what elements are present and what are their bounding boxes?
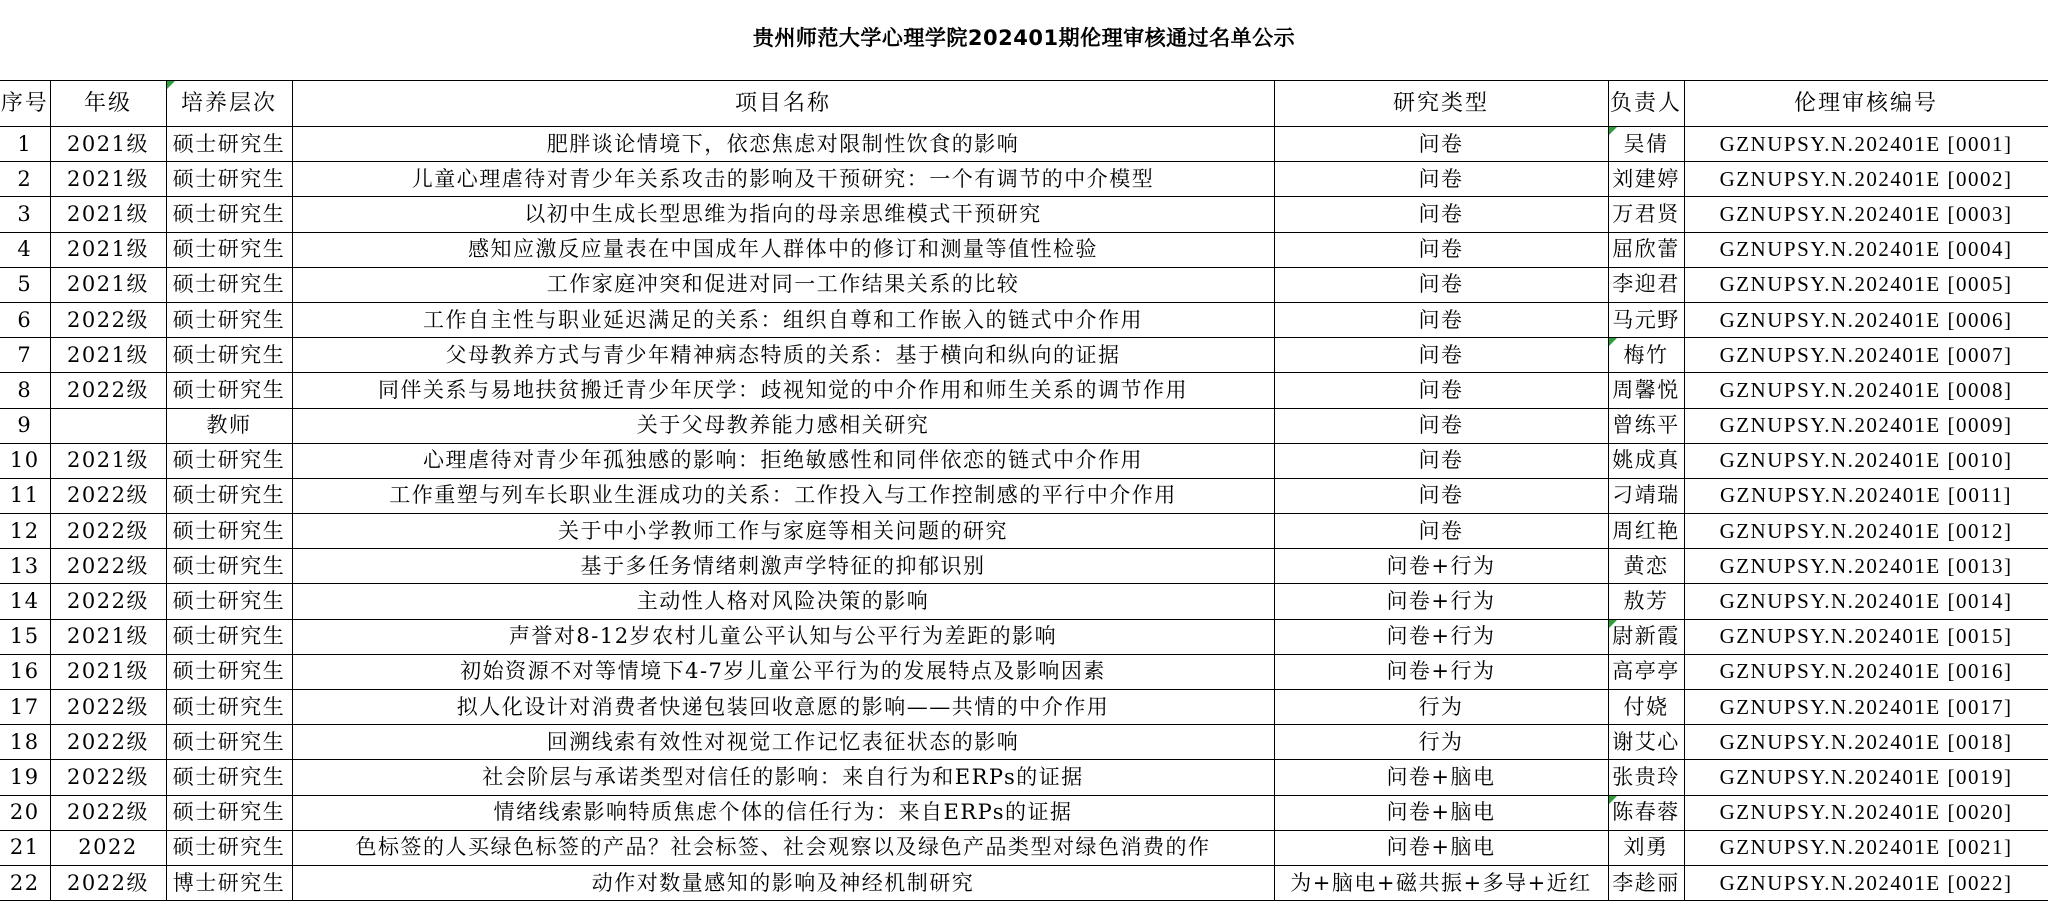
cell-type[interactable]: 问卷	[1274, 197, 1608, 232]
cell-level[interactable]: 硕士研究生	[166, 232, 292, 267]
cell-no[interactable]: 1	[0, 127, 50, 162]
cell-type[interactable]: 问卷+行为	[1274, 549, 1608, 584]
cell-grade[interactable]: 2022级	[50, 373, 166, 408]
comment-marker-icon[interactable]	[1609, 127, 1617, 135]
cell-code[interactable]: GZNUPSY.N.202401E [0011]	[1684, 478, 2048, 513]
cell-project[interactable]: 情绪线索影响特质焦虑个体的信任行为：来自ERPs的证据	[292, 795, 1274, 830]
cell-level[interactable]: 博士研究生	[166, 865, 292, 900]
cell-grade[interactable]: 2022级	[50, 549, 166, 584]
table-row[interactable]	[0, 654, 2048, 689]
cell-no[interactable]: 18	[0, 725, 50, 760]
cell-owner-text: 陈春蓉	[1612, 800, 1680, 825]
cell-type[interactable]: 为+脑电+磁共振+多导+近红	[1274, 865, 1608, 900]
cell-owner[interactable]: 付娆	[1608, 690, 1684, 725]
cell-type[interactable]: 问卷	[1274, 162, 1608, 197]
cell-code[interactable]: GZNUPSY.N.202401E [0005]	[1684, 267, 2048, 302]
header-row	[0, 81, 2048, 127]
cell-no[interactable]: 5	[0, 267, 50, 302]
cell-code[interactable]: GZNUPSY.N.202401E [0013]	[1684, 549, 2048, 584]
cell-owner[interactable]	[1608, 338, 1684, 373]
cell-no[interactable]: 9	[0, 408, 50, 443]
cell-level[interactable]: 硕士研究生	[166, 302, 292, 337]
cell-level[interactable]: 硕士研究生	[166, 549, 292, 584]
cell-owner[interactable]: 曾练平	[1608, 408, 1684, 443]
table-row[interactable]	[0, 162, 2048, 197]
table-row[interactable]	[0, 197, 2048, 232]
cell-owner-text: 尉新霞	[1612, 624, 1680, 649]
cell-grade[interactable]: 2021级	[50, 654, 166, 689]
table-row[interactable]	[0, 408, 2048, 443]
table-row[interactable]	[0, 443, 2048, 478]
cell-grade[interactable]: 2021级	[50, 162, 166, 197]
cell-type[interactable]: 问卷	[1274, 267, 1608, 302]
cell-owner[interactable]: 李趁丽	[1608, 865, 1684, 900]
cell-level[interactable]: 硕士研究生	[166, 514, 292, 549]
cell-no[interactable]: 10	[0, 443, 50, 478]
cell-owner[interactable]: 万君贤	[1608, 197, 1684, 232]
cell-no[interactable]: 3	[0, 197, 50, 232]
cell-grade[interactable]: 2021级	[50, 619, 166, 654]
cell-project[interactable]: 工作自主性与职业延迟满足的关系：组织自尊和工作嵌入的链式中介作用	[292, 302, 1274, 337]
cell-no[interactable]: 16	[0, 654, 50, 689]
cell-no[interactable]: 8	[0, 373, 50, 408]
cell-type[interactable]: 问卷+行为	[1274, 584, 1608, 619]
table-row[interactable]	[0, 830, 2048, 865]
cell-level[interactable]: 硕士研究生	[166, 760, 292, 795]
cell-no[interactable]: 4	[0, 232, 50, 267]
cell-grade[interactable]: 2021级	[50, 232, 166, 267]
cell-project[interactable]: 社会阶层与承诺类型对信任的影响：来自行为和ERPs的证据	[292, 760, 1274, 795]
cell-level[interactable]: 硕士研究生	[166, 373, 292, 408]
cell-grade[interactable]: 2022级	[50, 865, 166, 900]
table-row[interactable]	[0, 795, 2048, 830]
cell-project[interactable]: 动作对数量感知的影响及神经机制研究	[292, 865, 1274, 900]
cell-no[interactable]: 19	[0, 760, 50, 795]
cell-code[interactable]: GZNUPSY.N.202401E [0020]	[1684, 795, 2048, 830]
cell-code[interactable]: GZNUPSY.N.202401E [0017]	[1684, 690, 2048, 725]
cell-type[interactable]: 行为	[1274, 690, 1608, 725]
cell-project[interactable]: 初始资源不对等情境下4-7岁儿童公平行为的发展特点及影响因素	[292, 654, 1274, 689]
cell-code[interactable]: GZNUPSY.N.202401E [0022]	[1684, 865, 2048, 900]
cell-level[interactable]: 硕士研究生	[166, 338, 292, 373]
cell-project[interactable]: 感知应激反应量表在中国成年人群体中的修订和测量等值性检验	[292, 232, 1274, 267]
cell-type[interactable]: 问卷+行为	[1274, 619, 1608, 654]
cell-grade[interactable]: 2022	[50, 830, 166, 865]
header-cell-no[interactable]: 序号	[0, 81, 50, 127]
cell-owner[interactable]: 刘建婷	[1608, 162, 1684, 197]
cell-code[interactable]: GZNUPSY.N.202401E [0021]	[1684, 830, 2048, 865]
cell-level[interactable]: 硕士研究生	[166, 127, 292, 162]
cell-owner[interactable]: 刘勇	[1608, 830, 1684, 865]
cell-level[interactable]: 硕士研究生	[166, 619, 292, 654]
cell-type[interactable]: 行为	[1274, 725, 1608, 760]
cell-project[interactable]: 以初中生成长型思维为指向的母亲思维模式干预研究	[292, 197, 1274, 232]
cell-project[interactable]: 工作重塑与列车长职业生涯成功的关系：工作投入与工作控制感的平行中介作用	[292, 478, 1274, 513]
cell-code[interactable]: GZNUPSY.N.202401E [0009]	[1684, 408, 2048, 443]
cell-code[interactable]: GZNUPSY.N.202401E [0018]	[1684, 725, 2048, 760]
cell-project[interactable]: 肥胖谈论情境下，依恋焦虑对限制性饮食的影响	[292, 127, 1274, 162]
cell-grade[interactable]: 2021级	[50, 443, 166, 478]
cell-no[interactable]: 7	[0, 338, 50, 373]
table-row[interactable]	[0, 338, 2048, 373]
cell-owner[interactable]: 谢艾心	[1608, 725, 1684, 760]
table-row[interactable]	[0, 865, 2048, 900]
cell-type[interactable]: 问卷+行为	[1274, 654, 1608, 689]
cell-no[interactable]: 11	[0, 478, 50, 513]
cell-type[interactable]: 问卷	[1274, 373, 1608, 408]
cell-level[interactable]: 教师	[166, 408, 292, 443]
cell-project[interactable]: 声誉对8-12岁农村儿童公平认知与公平行为差距的影响	[292, 619, 1274, 654]
cell-project[interactable]: 心理虐待对青少年孤独感的影响：拒绝敏感性和同伴依恋的链式中介作用	[292, 443, 1274, 478]
cell-project[interactable]: 拟人化设计对消费者快递包装回收意愿的影响——共情的中介作用	[292, 690, 1274, 725]
cell-type[interactable]: 问卷	[1274, 514, 1608, 549]
cell-type[interactable]: 问卷	[1274, 232, 1608, 267]
comment-marker-icon[interactable]	[1609, 796, 1617, 804]
cell-type[interactable]: 问卷+脑电	[1274, 760, 1608, 795]
cell-code[interactable]: GZNUPSY.N.202401E [0014]	[1684, 584, 2048, 619]
cell-code[interactable]: GZNUPSY.N.202401E [0002]	[1684, 162, 2048, 197]
cell-code[interactable]: GZNUPSY.N.202401E [0015]	[1684, 619, 2048, 654]
cell-grade[interactable]: 2021级	[50, 267, 166, 302]
cell-grade[interactable]: 2022级	[50, 584, 166, 619]
header-cell-project[interactable]: 项目名称	[292, 81, 1274, 127]
cell-grade[interactable]: 2022级	[50, 795, 166, 830]
cell-owner[interactable]: 周馨悦	[1608, 373, 1684, 408]
cell-type[interactable]: 问卷	[1274, 478, 1608, 513]
cell-grade[interactable]	[50, 408, 166, 443]
comment-marker-icon[interactable]	[167, 81, 175, 89]
table-row[interactable]	[0, 232, 2048, 267]
header-cell-type[interactable]: 研究类型	[1274, 81, 1608, 127]
cell-grade[interactable]: 2021级	[50, 338, 166, 373]
cell-level[interactable]: 硕士研究生	[166, 584, 292, 619]
cell-code[interactable]: GZNUPSY.N.202401E [0016]	[1684, 654, 2048, 689]
cell-type[interactable]: 问卷	[1274, 127, 1608, 162]
table-row[interactable]	[0, 725, 2048, 760]
header-cell-level[interactable]: 培养层次	[166, 81, 292, 127]
header-cell-grade[interactable]: 年级	[50, 81, 166, 127]
cell-type[interactable]: 问卷	[1274, 408, 1608, 443]
cell-level[interactable]: 硕士研究生	[166, 690, 292, 725]
cell-level[interactable]: 硕士研究生	[166, 654, 292, 689]
cell-type[interactable]: 问卷	[1274, 338, 1608, 373]
cell-code[interactable]: GZNUPSY.N.202401E [0001]	[1684, 127, 2048, 162]
cell-no[interactable]: 22	[0, 865, 50, 900]
table-row[interactable]	[0, 127, 2048, 162]
table-row[interactable]	[0, 514, 2048, 549]
cell-project[interactable]: 父母教养方式与青少年精神病态特质的关系：基于横向和纵向的证据	[292, 338, 1274, 373]
cell-project[interactable]: 工作家庭冲突和促进对同一工作结果关系的比较	[292, 267, 1274, 302]
cell-owner[interactable]	[1608, 127, 1684, 162]
header-cell-owner[interactable]: 负责人	[1608, 81, 1684, 127]
cell-type[interactable]: 问卷+脑电	[1274, 795, 1608, 830]
cell-grade[interactable]: 2022级	[50, 725, 166, 760]
cell-level[interactable]: 硕士研究生	[166, 830, 292, 865]
cell-grade[interactable]: 2021级	[50, 197, 166, 232]
cell-owner[interactable]: 刁靖瑞	[1608, 478, 1684, 513]
cell-no[interactable]: 14	[0, 584, 50, 619]
cell-type[interactable]: 问卷+脑电	[1274, 830, 1608, 865]
cell-grade[interactable]: 2022级	[50, 760, 166, 795]
cell-code[interactable]: GZNUPSY.N.202401E [0010]	[1684, 443, 2048, 478]
cell-code[interactable]: GZNUPSY.N.202401E [0006]	[1684, 302, 2048, 337]
cell-owner-text: 吴倩	[1623, 131, 1669, 156]
cell-no[interactable]: 21	[0, 830, 50, 865]
cell-level[interactable]: 硕士研究生	[166, 267, 292, 302]
table-row[interactable]	[0, 373, 2048, 408]
comment-marker-icon[interactable]	[1609, 338, 1617, 346]
cell-code[interactable]: GZNUPSY.N.202401E [0012]	[1684, 514, 2048, 549]
cell-owner-text: 梅竹	[1623, 342, 1669, 367]
cell-project[interactable]: 回溯线索有效性对视觉工作记忆表征状态的影响	[292, 725, 1274, 760]
cell-owner[interactable]: 黄恋	[1608, 549, 1684, 584]
cell-no[interactable]: 2	[0, 162, 50, 197]
cell-level[interactable]: 硕士研究生	[166, 197, 292, 232]
cell-level[interactable]: 硕士研究生	[166, 795, 292, 830]
cell-project[interactable]: 关于父母教养能力感相关研究	[292, 408, 1274, 443]
cell-code[interactable]: GZNUPSY.N.202401E [0007]	[1684, 338, 2048, 373]
cell-no[interactable]: 15	[0, 619, 50, 654]
cell-owner[interactable]: 屈欣蕾	[1608, 232, 1684, 267]
cell-project[interactable]: 同伴关系与易地扶贫搬迁青少年厌学：歧视知觉的中介作用和师生关系的调节作用	[292, 373, 1274, 408]
cell-owner[interactable]: 敖芳	[1608, 584, 1684, 619]
page-title: 贵州师范大学心理学院202401期伦理审核通过名单公示	[752, 26, 1296, 50]
cell-grade[interactable]: 2022级	[50, 302, 166, 337]
cell-project[interactable]: 色标签的人买绿色标签的产品？社会标签、社会观察以及绿色产品类型对绿色消费的作	[292, 830, 1274, 865]
header-cell-code[interactable]: 伦理审核编号	[1684, 81, 2048, 127]
cell-code[interactable]: GZNUPSY.N.202401E [0019]	[1684, 760, 2048, 795]
cell-type[interactable]: 问卷	[1274, 443, 1608, 478]
cell-no[interactable]: 12	[0, 514, 50, 549]
cell-grade[interactable]: 2022级	[50, 514, 166, 549]
cell-owner[interactable]: 李迎君	[1608, 267, 1684, 302]
cell-code[interactable]: GZNUPSY.N.202401E [0004]	[1684, 232, 2048, 267]
cell-level[interactable]: 硕士研究生	[166, 443, 292, 478]
cell-project[interactable]: 基于多任务情绪刺激声学特征的抑郁识别	[292, 549, 1274, 584]
cell-no[interactable]: 13	[0, 549, 50, 584]
cell-no[interactable]: 20	[0, 795, 50, 830]
table-row[interactable]	[0, 584, 2048, 619]
cell-type[interactable]: 问卷	[1274, 302, 1608, 337]
cell-level[interactable]: 硕士研究生	[166, 478, 292, 513]
cell-grade[interactable]: 2021级	[50, 127, 166, 162]
table-row[interactable]	[0, 549, 2048, 584]
cell-owner[interactable]	[1608, 619, 1684, 654]
cell-owner[interactable]: 高亭亭	[1608, 654, 1684, 689]
table-row[interactable]	[0, 619, 2048, 654]
comment-marker-icon[interactable]	[1609, 620, 1617, 628]
table-row[interactable]	[0, 267, 2048, 302]
cell-no[interactable]: 6	[0, 302, 50, 337]
table-row[interactable]	[0, 478, 2048, 513]
approval-table	[0, 80, 2048, 901]
cell-owner[interactable]: 姚成真	[1608, 443, 1684, 478]
cell-owner[interactable]: 张贵玲	[1608, 760, 1684, 795]
cell-level[interactable]: 硕士研究生	[166, 725, 292, 760]
cell-grade[interactable]: 2022级	[50, 478, 166, 513]
cell-no[interactable]: 17	[0, 690, 50, 725]
cell-owner[interactable]	[1608, 795, 1684, 830]
cell-owner[interactable]: 周红艳	[1608, 514, 1684, 549]
cell-code[interactable]: GZNUPSY.N.202401E [0008]	[1684, 373, 2048, 408]
cell-project[interactable]: 关于中小学教师工作与家庭等相关问题的研究	[292, 514, 1274, 549]
cell-project[interactable]: 主动性人格对风险决策的影响	[292, 584, 1274, 619]
table-row[interactable]	[0, 302, 2048, 337]
cell-owner[interactable]: 马元野	[1608, 302, 1684, 337]
cell-level[interactable]: 硕士研究生	[166, 162, 292, 197]
cell-project[interactable]: 儿童心理虐待对青少年关系攻击的影响及干预研究：一个有调节的中介模型	[292, 162, 1274, 197]
table-row[interactable]	[0, 690, 2048, 725]
cell-grade[interactable]: 2022级	[50, 690, 166, 725]
table-row[interactable]	[0, 760, 2048, 795]
cell-code[interactable]: GZNUPSY.N.202401E [0003]	[1684, 197, 2048, 232]
